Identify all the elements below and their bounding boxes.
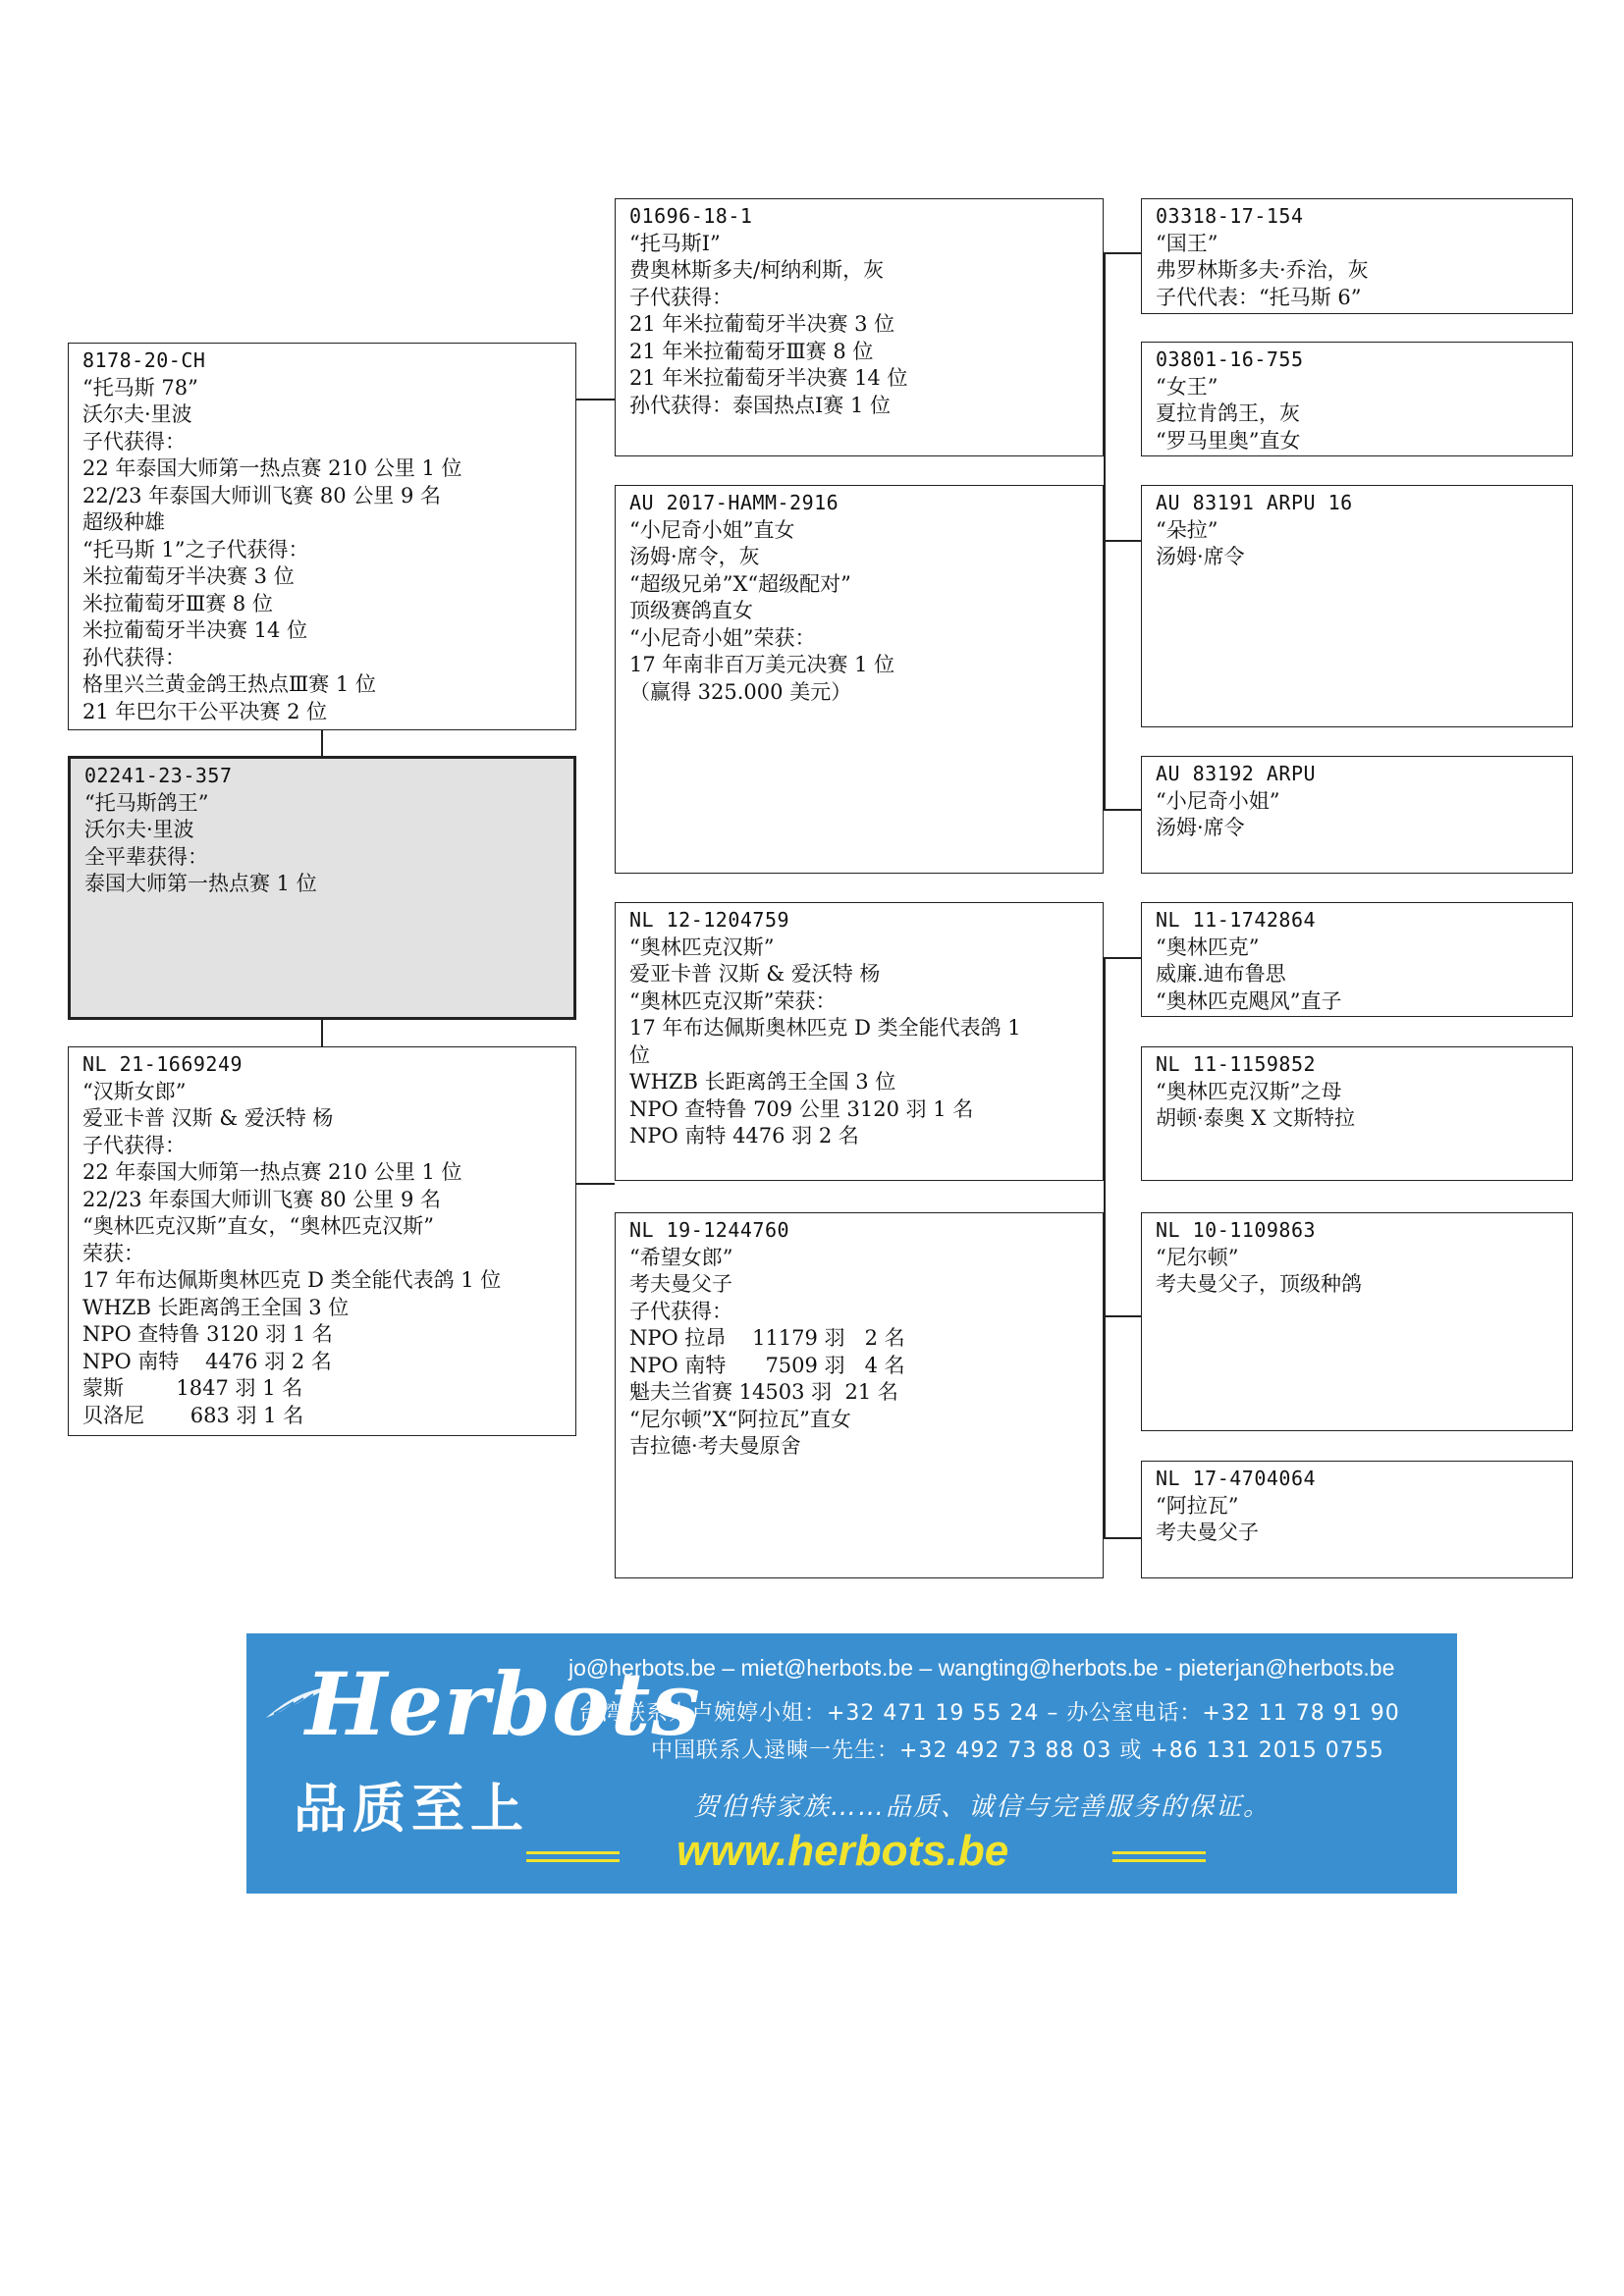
- pedigree-text-line: 22 年泰国大师第一热点赛 210 公里 1 位: [82, 456, 462, 480]
- pedigree-text-line: 位: [629, 1042, 650, 1067]
- sire-card: [68, 343, 576, 730]
- pedigree-text-line: 子代获得：: [82, 1133, 186, 1157]
- ring-number: NL 10-1109863: [1156, 1218, 1317, 1242]
- pedigree-text-line: “奥林匹克汉斯”荣获：: [629, 988, 837, 1013]
- pedigree-text-line: 子代代表：“托马斯 6”: [1156, 285, 1362, 309]
- ring-number: AU 83191 ARPU 16: [1156, 491, 1353, 514]
- ring-number: NL 19-1244760: [629, 1218, 790, 1242]
- dsd-card: [1141, 1046, 1573, 1181]
- pedigree-text-line: WHZB 长距离鸽王全国 3 位: [629, 1070, 896, 1094]
- connector-line: [576, 399, 615, 400]
- pedigree-text-line: 泰国大师第一热点赛 1 位: [84, 872, 317, 895]
- ring-number: AU 83192 ARPU: [1156, 762, 1317, 785]
- ring-number: NL 17-4704064: [1156, 1467, 1317, 1490]
- pedigree-text-line: 米拉葡萄牙半决赛 3 位: [82, 564, 295, 588]
- pedigree-text-line: “尼尔顿”: [1156, 1245, 1239, 1269]
- pedigree-text-line: NPO 查特鲁 709 公里 3120 羽 1 名: [629, 1096, 974, 1121]
- pedigree-text-line: “女王”: [1156, 374, 1218, 399]
- pedigree-text-line: “奥林匹克汉斯”直女，“奥林匹克汉斯”: [82, 1214, 434, 1238]
- dss-card: [1141, 902, 1573, 1017]
- pedigree-text-line: 考夫曼父子: [1156, 1521, 1259, 1544]
- pedigree-text-line: 顶级赛鸽直女: [629, 599, 753, 622]
- pedigree-text-line: 17 年布达佩斯奥林匹克 D 类全能代表鸽 1 位: [82, 1268, 502, 1292]
- ring-number: 03318-17-154: [1156, 204, 1304, 228]
- pedigree-text-line: 胡顿·泰奥 X 文斯特拉: [1156, 1106, 1355, 1130]
- pedigree-text-line: 爱亚卡普 汉斯 & 爱沃特 杨: [82, 1106, 334, 1130]
- pedigree-text-line: 吉拉德·考夫曼原舍: [629, 1434, 801, 1458]
- ring-number: NL 12-1204759: [629, 908, 790, 932]
- sss-card: [1141, 198, 1573, 314]
- pedigree-text-line: （赢得 325.000 美元）: [629, 679, 852, 704]
- pedigree-text-line: 爱亚卡普 汉斯 & 爱沃特 杨: [629, 962, 881, 986]
- pedigree-text-line: 21 年米拉葡萄牙Ⅲ赛 8 位: [629, 339, 874, 363]
- connector-line: [1104, 252, 1141, 254]
- dam-sire-card: [615, 902, 1104, 1181]
- pedigree-text-line: 汤姆·席令，灰: [629, 545, 760, 568]
- pedigree-text-line: NPO 南特 7509 羽 4 名: [629, 1353, 905, 1377]
- ssd-card: [1141, 342, 1573, 456]
- pedigree-text-line: “小尼奇小姐”直女: [629, 517, 795, 542]
- pedigree-text-line: 孙代获得：泰国热点Ⅰ赛 1 位: [629, 393, 892, 417]
- pedigree-text-line: “国王”: [1156, 231, 1218, 255]
- pedigree-text-line: “朵拉”: [1156, 517, 1218, 542]
- contact-china: 中国联系人逯暕一先生：+32 492 73 88 03 或 +86 131 2015 0755: [651, 1738, 1384, 1763]
- sdd-card: [1141, 756, 1573, 874]
- dam-dam-card: [615, 1212, 1104, 1578]
- sire-dam-card: [615, 485, 1104, 874]
- dam-card: [68, 1046, 576, 1436]
- herbots-logo: Herbots: [305, 1653, 701, 1755]
- pedigree-text-line: 蒙斯 1847 羽 1 名: [82, 1376, 303, 1400]
- pedigree-text-line: “汉斯女郎”: [82, 1079, 187, 1103]
- ring-number: 8178-20-CH: [82, 348, 206, 372]
- website-link[interactable]: www.herbots.be: [677, 1827, 1009, 1875]
- pedigree-text-line: 费奥林斯多夫/柯纳利斯，灰: [629, 258, 885, 282]
- connector-line: [321, 730, 323, 756]
- pedigree-text-line: 22 年泰国大师第一热点赛 210 公里 1 位: [82, 1160, 462, 1184]
- ring-number: AU 2017-HAMM-2916: [629, 491, 839, 514]
- pedigree-text-line: 米拉葡萄牙半决赛 14 位: [82, 618, 308, 642]
- pedigree-text-line: 超级种雄: [82, 510, 165, 534]
- decor-stripe: [1112, 1851, 1206, 1854]
- dds-card: [1141, 1212, 1573, 1431]
- connector-line: [1104, 540, 1141, 542]
- pedigree-text-line: 22/23 年泰国大师训飞赛 80 公里 9 名: [82, 483, 441, 507]
- pedigree-text-line: 21 年米拉葡萄牙半决赛 3 位: [629, 312, 895, 336]
- connector-line: [1104, 809, 1141, 811]
- pedigree-text-line: 21 年米拉葡萄牙半决赛 14 位: [629, 366, 908, 390]
- herbots-banner: [246, 1633, 1457, 1894]
- pedigree-text-line: 汤姆·席令: [1156, 816, 1245, 839]
- connector-line: [576, 1183, 615, 1185]
- pedigree-text-line: 格里兴兰黄金鸽王热点Ⅲ赛 1 位: [82, 672, 376, 696]
- pedigree-text-line: 汤姆·席令: [1156, 545, 1245, 568]
- pedigree-text-line: 17 年布达佩斯奥林匹克 D 类全能代表鸽 1: [629, 1016, 1021, 1040]
- pedigree-text-line: NPO 查特鲁 3120 羽 1 名: [82, 1322, 333, 1346]
- connector-line: [1104, 252, 1106, 810]
- slogan-text: 品质至上: [294, 1778, 529, 1840]
- pedigree-text-line: 子代获得：: [82, 429, 186, 454]
- connector-line: [1104, 957, 1106, 1538]
- pedigree-text-line: “奥林匹克汉斯”之母: [1156, 1079, 1342, 1103]
- pedigree-text-line: 子代获得：: [629, 285, 732, 309]
- subject-card: [68, 756, 576, 1020]
- pedigree-text-line: “托马斯鸽王”: [84, 790, 209, 815]
- ring-number: 01696-18-1: [629, 204, 753, 228]
- pedigree-text-line: “奥林匹克飓风”直子: [1156, 988, 1342, 1013]
- sire-sire-card: [615, 198, 1104, 456]
- pedigree-text-line: 威廉.迪布鲁思: [1156, 962, 1286, 986]
- ring-number: 02241-23-357: [84, 764, 233, 787]
- pedigree-text-line: “阿拉瓦”: [1156, 1493, 1239, 1518]
- pedigree-text-line: “小尼奇小姐”荣获：: [629, 625, 816, 650]
- pedigree-text-line: 魁夫兰省赛 14503 羽 21 名: [629, 1380, 898, 1404]
- decor-stripe: [526, 1859, 620, 1862]
- contact-taiwan: 台湾联系人卢婉婷小姐：+32 471 19 55 24 – 办公室电话：+32 11 78 91 90: [578, 1701, 1400, 1726]
- ring-number: 03801-16-755: [1156, 347, 1304, 371]
- pedigree-text-line: 沃尔夫·里波: [84, 818, 194, 841]
- ddd-card: [1141, 1461, 1573, 1578]
- pedigree-text-line: 沃尔夫·里波: [82, 402, 192, 426]
- pedigree-text-line: 贝洛尼 683 羽 1 名: [82, 1403, 304, 1427]
- ring-number: NL 21-1669249: [82, 1052, 244, 1076]
- pedigree-text-line: 米拉葡萄牙Ⅲ赛 8 位: [82, 591, 273, 615]
- pedigree-text-line: “尼尔顿”X“阿拉瓦”直女: [629, 1407, 851, 1431]
- pedigree-text-line: “奥林匹克”: [1156, 934, 1260, 959]
- pedigree-text-line: 孙代获得：: [82, 645, 186, 669]
- decor-stripe: [1112, 1859, 1206, 1862]
- decor-stripe: [526, 1851, 620, 1854]
- pedigree-text-line: 22/23 年泰国大师训飞赛 80 公里 9 名: [82, 1187, 441, 1211]
- pedigree-text-line: 夏拉肯鸽王，灰: [1156, 401, 1300, 425]
- pedigree-text-line: “托马斯 78”: [82, 375, 198, 400]
- pedigree-text-line: “小尼奇小姐”: [1156, 788, 1280, 813]
- pedigree-text-line: “罗马里奥”直女: [1156, 428, 1301, 453]
- pedigree-text-line: 弗罗林斯多夫·乔治，灰: [1156, 258, 1369, 282]
- pedigree-text-line: “奥林匹克汉斯”: [629, 934, 775, 959]
- pedigree-text-line: 全平辈获得：: [84, 844, 208, 869]
- pedigree-text-line: 荣获：: [82, 1241, 144, 1265]
- pedigree-text-line: “超级兄弟”X“超级配对”: [629, 571, 851, 596]
- pedigree-text-line: “托马斯Ⅰ”: [629, 231, 721, 255]
- email-contacts[interactable]: jo@herbots.be – miet@herbots.be – wangting@herbots.be - pieterjan@herbots.be: [568, 1655, 1395, 1681]
- pedigree-text-line: WHZB 长距离鸽王全国 3 位: [82, 1295, 350, 1319]
- pedigree-text-line: 21 年巴尔干公平决赛 2 位: [82, 699, 328, 723]
- pedigree-text-line: NPO 南特 4476 羽 2 名: [629, 1124, 859, 1148]
- ring-number: NL 11-1159852: [1156, 1052, 1317, 1076]
- connector-line: [1104, 1315, 1141, 1317]
- connector-line: [321, 1020, 323, 1046]
- ring-number: NL 11-1742864: [1156, 908, 1317, 932]
- pedigree-text-line: “托马斯 1”之子代获得：: [82, 537, 309, 561]
- pedigree-text-line: “希望女郎”: [629, 1245, 733, 1269]
- pedigree-text-line: 考夫曼父子，顶级种鸽: [1156, 1272, 1362, 1296]
- pedigree-text-line: NPO 南特 4476 羽 2 名: [82, 1349, 332, 1373]
- sds-card: [1141, 485, 1573, 727]
- tagline-text: 贺伯特家族……品质、诚信与完善服务的保证。: [693, 1792, 1272, 1822]
- pedigree-text-line: 17 年南非百万美元决赛 1 位: [629, 653, 895, 676]
- pedigree-text-line: 子代获得：: [629, 1299, 732, 1323]
- connector-line: [1104, 1537, 1141, 1539]
- pedigree-text-line: 考夫曼父子: [629, 1272, 732, 1296]
- pedigree-text-line: NPO 拉昂 11179 羽 2 名: [629, 1326, 905, 1350]
- connector-line: [1104, 957, 1141, 959]
